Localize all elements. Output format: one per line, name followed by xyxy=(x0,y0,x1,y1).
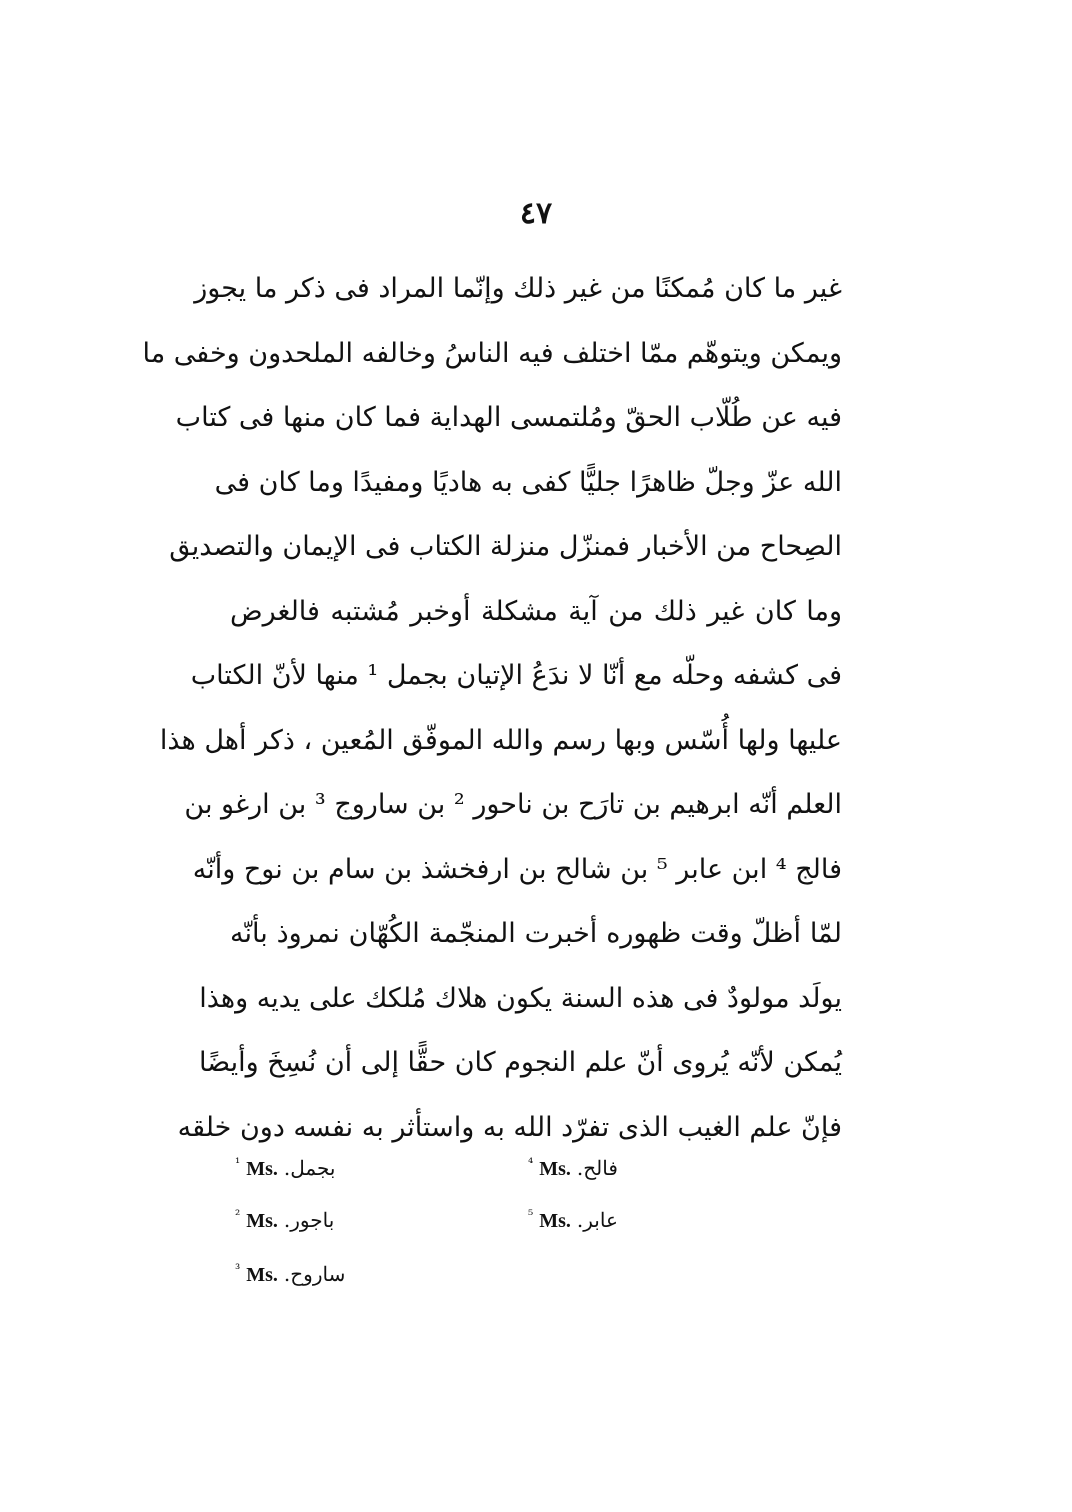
text-line: لمّا أظلّ وقت ظهوره أخبرت المنجّمة الكُهّان نمروذ بأنّه xyxy=(230,918,842,949)
footnote-mark: ⁵ xyxy=(528,1208,534,1224)
text-line: فى كشفه وحلّه مع أنّا لا ندَعُ الإتيان بجمل ¹ منها لأنّ الكتاب xyxy=(190,660,842,691)
text-line: عليها ولها أُسّس وبها رسم والله الموفّق المُعين ، ذكر أهل هذا xyxy=(159,724,842,756)
footnotes xyxy=(0,1150,1072,1300)
footnote-mark: ² xyxy=(235,1208,241,1224)
text-line: غير ما كان مُمكنًا من غير ذلك وإنّما المراد فى ذكر ما يجوز xyxy=(194,273,842,304)
footnote-3 xyxy=(235,1262,345,1287)
footnote-variant: عابر. xyxy=(576,1208,618,1232)
footnote-variant: ساروح. xyxy=(283,1262,346,1286)
body-text xyxy=(142,262,842,1165)
footnote-2 xyxy=(235,1208,334,1233)
text-line: وما كان غير ذلك من آية مشكلة أوخبر مُشتبه فالغرض xyxy=(230,595,842,627)
footnote-5 xyxy=(528,1208,618,1233)
footnote-1 xyxy=(235,1156,335,1181)
text-line: فإنّ علم الغيب الذى تفرّد الله به واستأثر به نفسه دون خلقه xyxy=(177,1111,842,1143)
footnote-ms: Ms. xyxy=(539,1210,571,1232)
footnote-variant: بجمل. xyxy=(283,1156,336,1180)
text-line: العلم أنّه ابرهيم بن تارَح بن ناحور ² بن ساروج ³ بن ارغو بن xyxy=(184,789,842,820)
text-line: الله عزّ وجلّ ظاهرًا جليًّا كفى به هاديًا ومفيدًا وما كان فى xyxy=(214,466,842,498)
text-line: فيه عن طُلّاب الحقّ ومُلتمسى الهداية فما كان منها فى كتاب xyxy=(175,402,842,433)
footnote-ms: Ms. xyxy=(246,1210,278,1232)
page-number: ٤٧ xyxy=(519,196,553,231)
footnote-mark: ¹ xyxy=(235,1156,241,1172)
text-line: الصِحاح من الأخبار فمنزّل منزلة الكتاب فى الإيمان والتصديق xyxy=(169,531,842,562)
footnote-variant: فالح. xyxy=(576,1156,618,1180)
text-line: يُمكن لأنّه يُروى أنّ علم النجوم كان حقًّا إلى أن نُسِخَ وأيضًا xyxy=(198,1047,842,1078)
footnote-mark: ⁴ xyxy=(528,1156,534,1172)
footnote-mark: ³ xyxy=(235,1262,241,1278)
footnote-ms: Ms. xyxy=(539,1158,571,1180)
footnote-4 xyxy=(528,1156,618,1181)
text-line: يولَد مولودٌ فى هذه السنة يكون هلاك مُلكك على يديه وهذا xyxy=(199,982,842,1014)
text-line: فالج ⁴ ابن عابر ⁵ بن شالح بن ارفخشذ بن سام بن نوح وأنّه xyxy=(192,853,842,885)
text-line: ويمكن ويتوهّم ممّا اختلف فيه الناسُ وخالفه الملحدون وخفى ما xyxy=(142,337,842,369)
footnote-variant: باجور. xyxy=(283,1208,335,1232)
footnote-ms: Ms. xyxy=(246,1264,278,1286)
footnote-ms: Ms. xyxy=(246,1158,278,1180)
